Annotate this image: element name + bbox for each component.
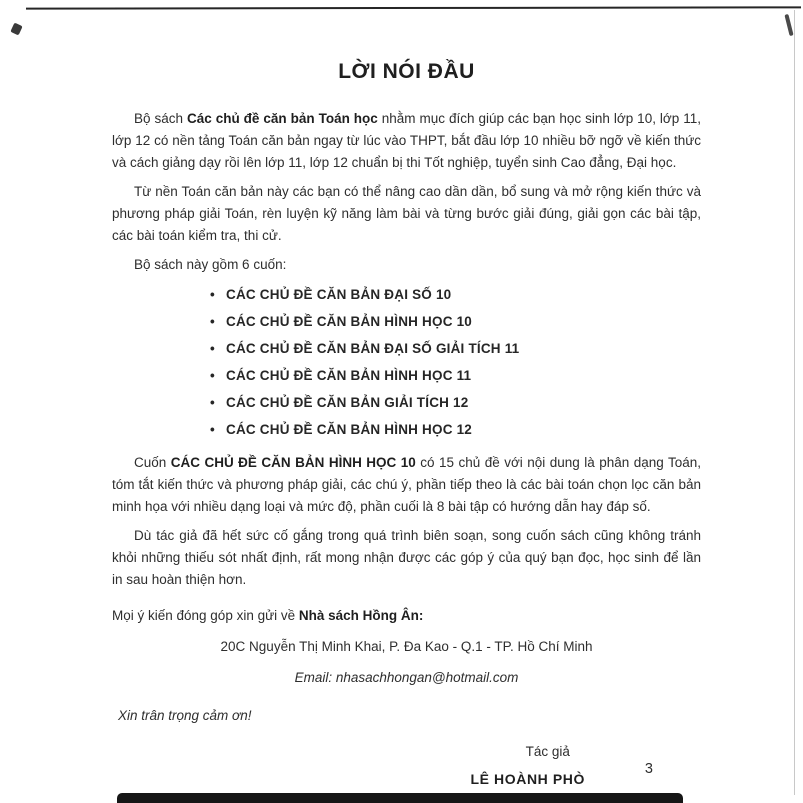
publisher-email: Email: nhasachhongan@hotmail.com — [294, 670, 519, 685]
paragraph-list-intro: Bộ sách này gồm 6 cuốn: — [134, 257, 287, 272]
paragraph-contact — [112, 605, 701, 627]
bullet-icon: • — [210, 395, 215, 410]
list-item — [210, 421, 701, 439]
text-segment: Mọi ý kiến đóng góp xin gửi về — [112, 608, 299, 623]
scan-artifact-right-edge — [794, 10, 795, 795]
list-item — [210, 286, 701, 304]
bullet-icon: • — [210, 341, 215, 356]
book-name-bold: CÁC CHỦ ĐỀ CĂN BẢN HÌNH HỌC 10 — [170, 455, 416, 470]
scan-artifact-top-left-mark — [10, 23, 22, 36]
publisher-address: 20C Nguyễn Thị Minh Khai, P. Đa Kao - Q.1 - TP. Hồ Chí Minh — [220, 639, 593, 654]
list-item — [210, 367, 701, 385]
paragraph-apology: Dù tác giả đã hết sức cố gắng trong quá trình biên soạn, song cuốn sách cũng không tránh khỏi những thiếu sót nhất định, rất mong nhận được các góp ý của quý bạn đọc, học sinh để lần in sau hoàn thiện hơn. — [112, 528, 701, 587]
page-number: 3 — [644, 761, 653, 777]
author-name: LÊ HOÀNH PHÒ — [470, 771, 585, 787]
bullet-icon: • — [210, 287, 215, 302]
signature-block — [470, 741, 585, 787]
author-label: Tác giả — [525, 744, 570, 759]
scan-artifact-top-right-mark — [784, 14, 793, 36]
scan-artifact-bottom-bar — [117, 793, 683, 803]
thanks-line: Xin trân trọng cảm ơn! — [118, 708, 252, 723]
list-item — [210, 394, 701, 412]
book-title: CÁC CHỦ ĐỀ CĂN BẢN HÌNH HỌC 10 — [226, 314, 473, 329]
series-name-bold: Các chủ đề căn bản Toán học — [186, 111, 378, 126]
book-title: CÁC CHỦ ĐỀ CĂN BẢN HÌNH HỌC 12 — [226, 422, 473, 437]
list-item — [210, 313, 701, 331]
text-segment: Bộ sách — [134, 111, 187, 126]
book-title: CÁC CHỦ ĐỀ CĂN BẢN ĐẠI SỐ 10 — [226, 287, 452, 302]
bullet-icon: • — [210, 368, 215, 383]
scan-artifact-top-line — [26, 6, 801, 9]
book-title: CÁC CHỦ ĐỀ CĂN BẢN HÌNH HỌC 11 — [226, 368, 472, 383]
page-content — [112, 60, 701, 787]
paragraph-intro — [112, 108, 701, 174]
bullet-icon: • — [210, 314, 215, 329]
list-item — [210, 340, 701, 358]
text-segment: nhằm mục đích giúp các bạn học sinh lớp 10, lớp 11, lớp 12 có nền tảng Toán căn bản ngay từ lúc vào THPT, bắt đầu lớp 10 nhiều bỡ ngỡ về kiến thức và cách giảng dạy rồi lên lớp 11, lớp 12 chuẩn bị thi Tốt nghiệp, tuyển sinh Cao đẳng, Đại học. — [112, 111, 702, 170]
paragraph-this-book — [112, 452, 701, 518]
book-title: CÁC CHỦ ĐỀ CĂN BẢN ĐẠI SỐ GIẢI TÍCH 11 — [226, 341, 520, 356]
book-list — [210, 286, 701, 439]
text-segment: có 15 chủ đề với nội dung là phân dạng Toán, tóm tắt kiến thức và phương pháp giải, các chú ý, phần tiếp theo là các bài toán chọn lọc căn bản minh họa với nhiều dạng loại và mức độ, phần cuối là 8 bài tập có hướng dẫn hay đáp số. — [112, 455, 702, 514]
text-segment: Cuốn — [134, 455, 171, 470]
publisher-name-bold: Nhà sách Hồng Ân: — [298, 608, 424, 623]
paragraph-benefits: Từ nền Toán căn bản này các bạn có thể nâng cao dần dần, bổ sung và mở rộng kiến thức và phương pháp giải Toán, rèn luyện kỹ năng làm bài và từng bước giải đúng, giải gọn các bài tập, các bài toán kiểm tra, thi cử. — [112, 184, 701, 243]
book-title: CÁC CHỦ ĐỀ CĂN BẢN GIẢI TÍCH 12 — [226, 395, 469, 410]
bullet-icon: • — [210, 422, 215, 437]
page-title: LỜI NÓI ĐẦU — [338, 60, 475, 83]
